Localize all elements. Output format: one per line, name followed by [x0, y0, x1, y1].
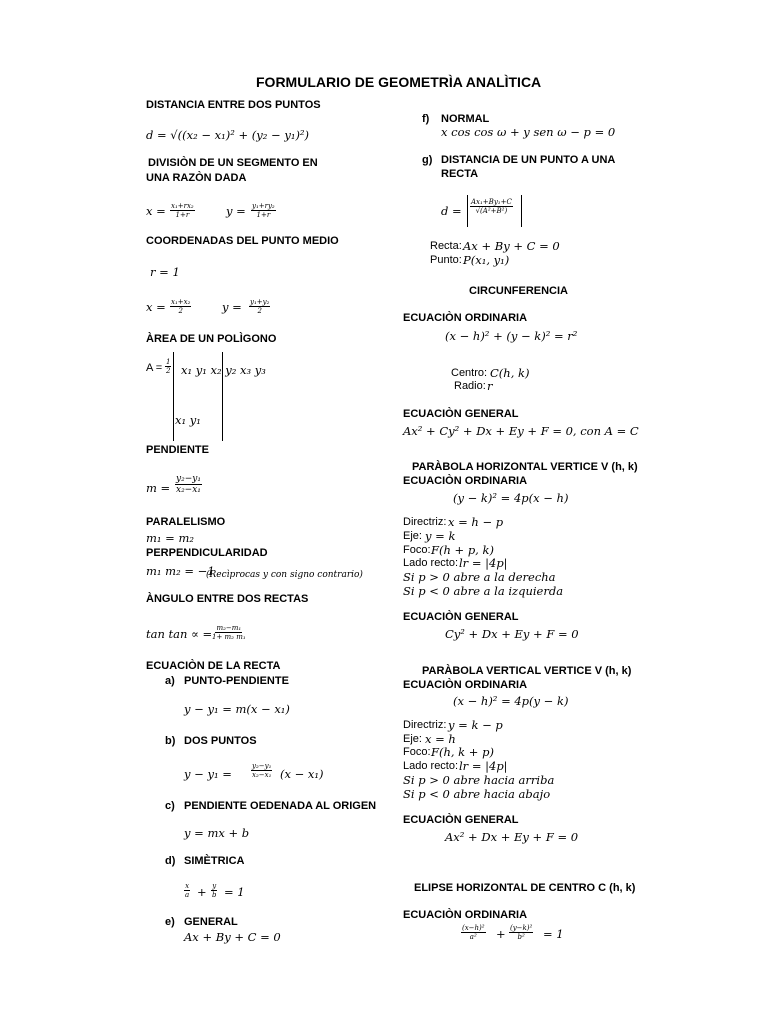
- line-b-label: b): [165, 735, 176, 747]
- line-b-fraction: [251, 762, 272, 779]
- circle-ordinary-heading: ECUACIÒN ORDINARIA: [403, 312, 528, 324]
- vertical-parabola-directrix-label: Directriz:: [403, 719, 447, 731]
- angle-lhs: tan tan ∝ =: [146, 627, 213, 641]
- circle-heading: CIRCUNFERENCIA: [469, 285, 568, 297]
- horizontal-parabola-condition-negative: Si p < 0 abre a la izquierda: [403, 584, 564, 598]
- perpendicularity-formula: m₁ m₂ = −1: [146, 564, 215, 578]
- ellipse-denominator-b: b²: [517, 933, 525, 941]
- midpoint-x-fraction: [170, 298, 191, 315]
- horizontal-parabola-focus-formula: F(h + p, k): [431, 543, 494, 557]
- horizontal-parabola-general-heading: ECUACIÒN GENERAL: [403, 611, 519, 623]
- point-label: Punto:: [430, 254, 462, 266]
- midpoint-y-numerator: y₁+y₂: [250, 298, 270, 306]
- ellipse-ordinary-heading: ECUACIÒN ORDINARIA: [403, 909, 528, 921]
- ellipse-fraction-y: [509, 924, 533, 941]
- division-y-lhs: y =: [226, 204, 246, 218]
- line-d-rhs: = 1: [224, 885, 245, 899]
- point-line-distance-label: g): [422, 154, 433, 166]
- line-b-numerator: y₂−y₁: [252, 762, 272, 770]
- abs-left-bar: [467, 195, 468, 227]
- division-y-numerator: y₁+ry₂: [252, 202, 275, 210]
- horizontal-parabola-focus-label: Foco:: [403, 544, 431, 556]
- line-b-lhs: y − y₁ =: [184, 767, 232, 781]
- vertical-parabola-latus-formula: lr = |4p|: [459, 759, 508, 773]
- slope-denominator: x₂−x₁: [176, 485, 201, 495]
- horizontal-parabola-condition-positive: Si p > 0 abre a la derecha: [403, 570, 556, 584]
- circle-general-heading: ECUACIÒN GENERAL: [403, 408, 519, 420]
- horizontal-parabola-directrix-label: Directriz:: [403, 516, 447, 528]
- division-x-fraction: [170, 202, 195, 219]
- line-c-label: c): [165, 800, 175, 812]
- ellipse-heading: ELIPSE HORIZONTAL DE CENTRO C (h, k): [414, 882, 636, 894]
- midpoint-x-numerator: x₁+x₂: [171, 298, 191, 306]
- vertical-parabola-focus-label: Foco:: [403, 746, 431, 758]
- distance-formula: d = √((x₂ − x₁)² + (y₂ − y₁)²): [146, 128, 310, 142]
- line-label: Recta:: [430, 240, 462, 252]
- point-formula: P(x₁, y₁): [463, 253, 510, 267]
- angle-heading: ÀNGULO ENTRE DOS RECTAS: [146, 593, 309, 605]
- division-heading-line2: UNA RAZÒN DADA: [146, 172, 247, 184]
- slope-fraction: [175, 474, 202, 495]
- area-half-numerator: 1: [166, 358, 171, 366]
- vertical-parabola-axis-formula: x = h: [425, 732, 456, 746]
- parallelism-heading: PARALELISMO: [146, 516, 226, 528]
- horizontal-parabola-axis-label: Eje:: [403, 530, 422, 542]
- midpoint-heading: COORDENADAS DEL PUNTO MEDIO: [146, 235, 339, 247]
- division-x-numerator: x₁+rx₂: [171, 202, 194, 210]
- line-e-label: e): [165, 916, 175, 928]
- slope-heading: PENDIENTE: [146, 444, 209, 456]
- line-d-heading: SIMÈTRICA: [184, 855, 245, 867]
- point-line-distance-heading-line1: DISTANCIA DE UN PUNTO A UNA: [441, 154, 616, 166]
- ellipse-denominator-a: a²: [469, 933, 477, 941]
- angle-numerator: m₂−m₁: [216, 624, 242, 632]
- normal-formula: x cos cos ω + y sen ω − p = 0: [441, 125, 616, 139]
- perpendicularity-heading: PERPENDICULARIDAD: [146, 547, 268, 559]
- midpoint-y-denominator: 2: [257, 307, 262, 315]
- division-x-lhs: x =: [146, 204, 166, 218]
- normal-heading: NORMAL: [441, 113, 490, 125]
- vertical-parabola-general-heading: ECUACIÒN GENERAL: [403, 814, 519, 826]
- line-d-label: d): [165, 855, 176, 867]
- circle-center-label: Centro:: [451, 367, 488, 379]
- slope-numerator: y₂−y₁: [176, 474, 201, 484]
- line-c-formula: y = mx + b: [184, 826, 250, 840]
- angle-denominator: 1+ m₂ m₁: [212, 633, 246, 641]
- vertical-parabola-axis-label: Eje:: [403, 733, 422, 745]
- distance-heading: DISTANCIA ENTRE DOS PUNTOS: [146, 99, 321, 111]
- ellipse-fraction-x: [461, 924, 486, 941]
- midpoint-x-lhs: x =: [146, 300, 166, 314]
- point-line-distance-denominator: √(A²+B²): [475, 207, 508, 215]
- horizontal-parabola-ordinary-heading: ECUACIÒN ORDINARIA: [403, 475, 528, 487]
- vertical-parabola-heading: PARÀBOLA VERTICAL VERTICE V (h, k): [422, 665, 632, 677]
- line-b-heading: DOS PUNTOS: [184, 735, 257, 747]
- horizontal-parabola-directrix-formula: x = h − p: [448, 515, 504, 529]
- area-heading: ÀREA DE UN POLÌGONO: [146, 333, 277, 345]
- line-e-formula: Ax + By + C = 0: [184, 930, 281, 944]
- division-y-fraction: [251, 202, 276, 219]
- area-lhs: A =: [146, 362, 163, 374]
- line-a-formula: y − y₁ = m(x − x₁): [184, 702, 290, 716]
- point-line-distance-fraction: [470, 198, 513, 215]
- horizontal-parabola-ordinary-formula: (y − k)² = 4p(x − h): [453, 491, 569, 505]
- slope-lhs: m =: [146, 481, 171, 495]
- horizontal-parabola-latus-formula: lr = |4p|: [459, 556, 508, 570]
- line-d-plus: +: [197, 885, 207, 899]
- point-line-distance-heading-line2: RECTA: [441, 168, 479, 180]
- midpoint-y-fraction: [249, 298, 270, 315]
- horizontal-parabola-axis-formula: y = k: [425, 529, 456, 543]
- line-d-fraction-x: [184, 882, 190, 899]
- vertical-parabola-general-formula: Ax² + Dx + Ey + F = 0: [445, 830, 579, 844]
- line-e-heading: GENERAL: [184, 916, 238, 928]
- determinant-left-bar: [173, 352, 174, 441]
- area-half-denominator: 2: [166, 367, 171, 375]
- vertical-parabola-ordinary-formula: (x − h)² = 4p(y − k): [453, 694, 569, 708]
- ellipse-numerator-x: (x−h)²: [462, 924, 485, 932]
- line-a-heading: PUNTO-PENDIENTE: [184, 675, 289, 687]
- midpoint-x-denominator: 2: [178, 307, 183, 315]
- midpoint-y-lhs: y =: [222, 300, 242, 314]
- ellipse-rhs: = 1: [543, 927, 564, 941]
- ellipse-numerator-y: (y−k)²: [510, 924, 533, 932]
- line-formula: Ax + By + C = 0: [463, 239, 560, 253]
- line-d-numerator-x: x: [185, 882, 190, 890]
- point-line-distance-numerator: Ax₁+By₁+C: [471, 198, 512, 206]
- point-line-distance-lhs: d =: [441, 204, 462, 218]
- abs-right-bar: [521, 195, 522, 227]
- midpoint-r: r = 1: [150, 265, 180, 279]
- circle-general-formula: Ax² + Cy² + Dx + Ey + F = 0, con A = C: [403, 424, 639, 438]
- perpendicularity-note: (Recìprocas y con signo contrario): [206, 570, 363, 580]
- line-equation-heading: ECUACIÒN DE LA RECTA: [146, 660, 281, 672]
- circle-radius-formula: r: [487, 379, 493, 393]
- circle-center-formula: C(h, k): [490, 366, 530, 380]
- vertical-parabola-latus-label: Lado recto:: [403, 760, 459, 772]
- line-d-fraction-y: [211, 882, 217, 899]
- horizontal-parabola-general-formula: Cy² + Dx + Ey + F = 0: [445, 627, 579, 641]
- line-d-denominator-b: b: [212, 891, 217, 899]
- vertical-parabola-condition-positive: Si p > 0 abre hacia arriba: [403, 773, 555, 787]
- area-row1: x₁ y₁ x₂ y₂ x₃ y₃: [181, 363, 266, 377]
- line-a-label: a): [165, 675, 175, 687]
- division-heading-line1: DIVISIÒN DE UN SEGMENTO EN: [148, 157, 318, 169]
- normal-label: f): [422, 113, 430, 125]
- horizontal-parabola-heading: PARÀBOLA HORIZONTAL VERTICE V (h, k): [412, 461, 638, 473]
- circle-radius-label: Radio:: [454, 380, 486, 392]
- horizontal-parabola-latus-label: Lado recto:: [403, 557, 459, 569]
- vertical-parabola-condition-negative: Si p < 0 abre hacia abajo: [403, 787, 551, 801]
- circle-ordinary-formula: (x − h)² + (y − k)² = r²: [445, 329, 578, 343]
- division-y-denominator: 1+r: [256, 211, 271, 219]
- area-half-fraction: [165, 358, 171, 375]
- area-row2: x₁ y₁: [175, 413, 201, 427]
- line-d-numerator-y: y: [212, 882, 217, 890]
- division-x-denominator: 1+r: [175, 211, 190, 219]
- line-d-denominator-a: a: [185, 891, 190, 899]
- angle-fraction: [211, 624, 247, 641]
- ellipse-plus: +: [496, 927, 506, 941]
- page-title: FORMULARIO DE GEOMETRÌA ANALÌTICA: [256, 74, 542, 90]
- line-c-heading: PENDIENTE OEDENADA AL ORIGEN: [184, 800, 377, 812]
- vertical-parabola-ordinary-heading: ECUACIÒN ORDINARIA: [403, 679, 528, 691]
- line-b-rhs: (x − x₁): [280, 767, 324, 781]
- vertical-parabola-directrix-formula: y = k − p: [448, 718, 503, 732]
- parallelism-formula: m₁ = m₂: [146, 531, 194, 545]
- vertical-parabola-focus-formula: F(h, k + p): [431, 745, 494, 759]
- line-b-denominator: x₂−x₁: [252, 771, 272, 779]
